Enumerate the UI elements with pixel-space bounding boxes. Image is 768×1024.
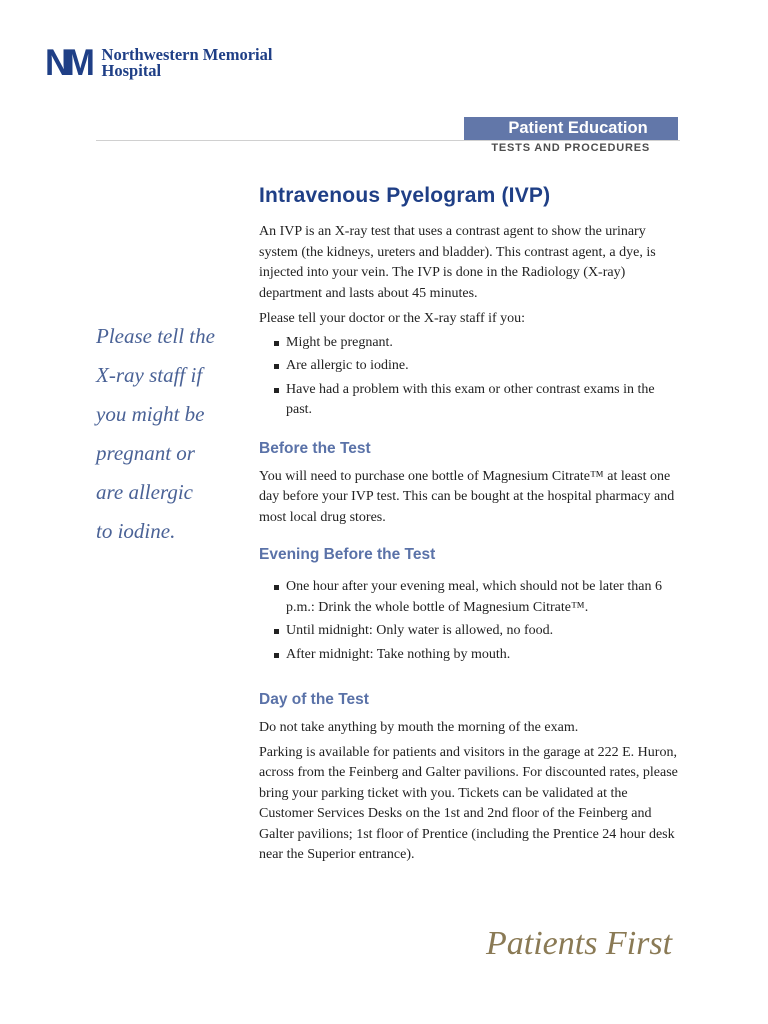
callout-line: to iodine. (96, 519, 176, 543)
header-divider (96, 140, 680, 141)
list-item: Might be pregnant. (259, 333, 679, 354)
tell-lead-paragraph: Please tell your doctor or the X-ray staff if you: (259, 311, 526, 326)
callout-line: Please tell the (96, 324, 215, 348)
callout-line: are allergic (96, 480, 194, 504)
callout-line: pregnant or (96, 441, 195, 465)
section-subtitle: TESTS AND PROCEDURES (491, 142, 650, 154)
before-test-paragraph: You will need to purchase one bottle of Magnesium Citrate™ at least one day before your IVP test. This can be bought at the hospital pharmacy and most local drug stores. (259, 468, 675, 525)
list-item: Are allergic to iodine. (259, 356, 679, 377)
list-item: After midnight: Take nothing by mouth. (259, 645, 679, 666)
patients-first-tagline: Patients First (486, 925, 673, 962)
hospital-name-line2: Hospital (101, 60, 162, 80)
intro-paragraph: An IVP is an X-ray test that uses a contrast agent to show the urinary system (the kidneys, ureters and bladder). This contrast agent, a dye, is injected into your vein. The IVP is done in the Radiology (X-ray) department and lasts about 45 minutes. (259, 224, 656, 301)
hospital-name (101, 44, 273, 80)
list-item: Until midnight: Only water is allowed, no food. (259, 621, 679, 642)
hospital-logo (45, 44, 272, 81)
section-title-badge: Patient Education (464, 117, 678, 140)
page-title: Intravenous Pyelogram (IVP) (259, 184, 551, 207)
callout-line: X-ray staff if (96, 363, 203, 387)
hospital-name-line1: Northwestern Memorial (101, 44, 273, 64)
tell-list (259, 333, 679, 421)
day-of-test-paragraph: Do not take anything by mouth the morning of the exam. (259, 720, 579, 735)
callout-line: you might be (96, 402, 205, 426)
day-of-test-heading: Day of the Test (259, 691, 369, 708)
evening-before-heading: Evening Before the Test (259, 546, 436, 563)
parking-paragraph: Parking is available for patients and visitors in the garage at 222 E. Huron, across from the Feinberg and Galter pavilions. For discounted rates, please bring your parking ticket with you. Tickets can be validated at the Customer Services Desks on the 1st and 2nd floor of the Feinberg and Galter pavilions; 1st floor of Prentice (including the Prentice 24 hour desk near the Superior entrance). (259, 744, 678, 862)
nm-logo-mark: NM (45, 42, 91, 83)
before-test-heading: Before the Test (259, 439, 371, 457)
list-item: One hour after your evening meal, which should not be later than 6 p.m.: Drink the whole bottle of Magnesium Citrate™. (259, 577, 679, 618)
main-content (259, 180, 679, 866)
evening-list (259, 577, 679, 665)
sidebar-callout (96, 317, 246, 551)
list-item: Have had a problem with this exam or other contrast exams in the past. (259, 380, 679, 421)
